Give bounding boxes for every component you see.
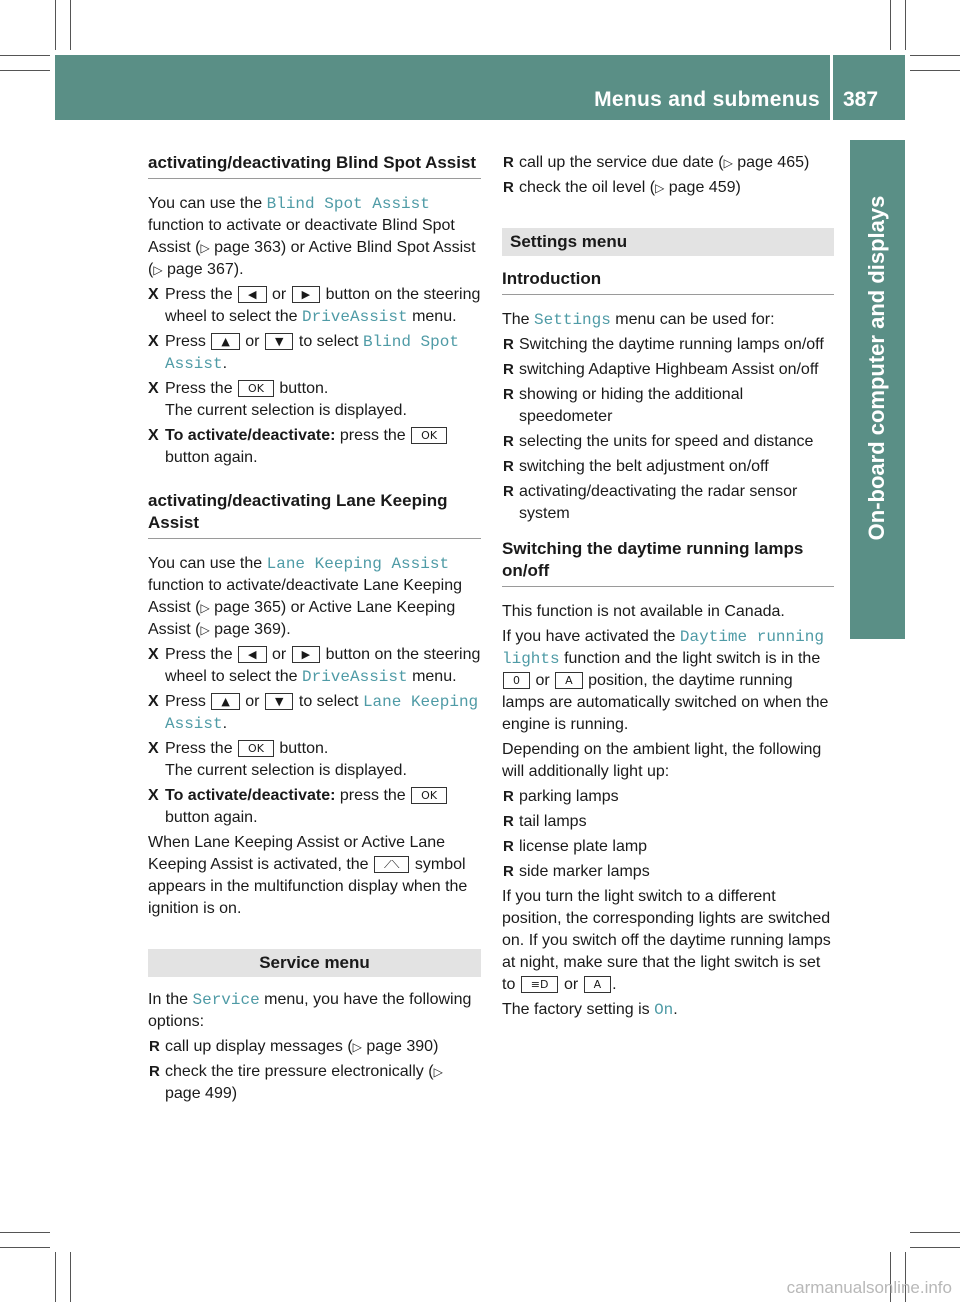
text: tail lamps (519, 813, 587, 830)
crop-mark (910, 1247, 960, 1248)
paragraph (148, 193, 481, 281)
text: If you turn the light switch to a different position, the corresponding lights are switched on. If you switch off the daytime running lamps at night, make sure that the light switch is set to (502, 888, 831, 993)
text: Press the (165, 646, 233, 663)
text: press the (339, 427, 406, 444)
step-icon: X (148, 740, 159, 757)
crop-mark (910, 70, 960, 71)
bullet-icon: R (149, 1063, 160, 1080)
list-item (502, 152, 834, 174)
text: call up the service due date ( (519, 154, 724, 171)
page-ref-icon: ▷ (433, 1065, 443, 1079)
list-item (502, 481, 834, 525)
paragraph (502, 999, 834, 1021)
crop-mark (0, 1232, 50, 1233)
text: . (673, 1001, 678, 1018)
bullet-icon: R (503, 433, 514, 450)
display-text: Lane Keeping Assist (165, 693, 479, 733)
text: activating/deactivating the radar sensor system (519, 483, 798, 522)
subsection-title: Switching the daytime running lamps on/off (502, 538, 834, 587)
bullet-icon: R (503, 863, 514, 880)
bullet-icon: R (503, 361, 514, 378)
text: If you have activated the (502, 628, 676, 645)
crop-mark (0, 55, 50, 56)
text: In the (148, 991, 189, 1008)
right-column (502, 152, 834, 1024)
crop-mark (910, 1232, 960, 1233)
step-icon: X (148, 646, 159, 663)
text: The factory setting is (502, 1001, 650, 1018)
chapter-marker (850, 595, 905, 639)
text: page 365) or Active Lane Keeping Assist ( (148, 599, 456, 638)
chapter-tab-label: On-board computer and displays (864, 195, 889, 541)
text: or (245, 693, 260, 710)
display-text: On (654, 1001, 674, 1019)
display-text: DriveAssist (301, 668, 408, 686)
crop-mark (905, 0, 906, 50)
text: Press the (165, 380, 233, 397)
list-item (502, 861, 834, 883)
text: or (535, 672, 550, 689)
list-item (502, 811, 834, 833)
list-item (502, 786, 834, 808)
crop-mark (70, 0, 71, 50)
text: button again. (165, 449, 258, 466)
list-item (148, 1036, 481, 1058)
up-arrow-icon: ▲ (211, 333, 239, 350)
bullet-icon: R (503, 458, 514, 475)
text: . (222, 715, 228, 732)
text: or (271, 286, 287, 303)
step (148, 284, 481, 328)
step (148, 644, 481, 688)
page-ref-icon: ▷ (200, 601, 210, 615)
text: symbol appears in the multifunction display when the ignition is on. (148, 856, 468, 917)
text: . (612, 976, 617, 993)
paragraph: This function is not available in Canada. (502, 603, 785, 620)
bullet-icon: R (503, 813, 514, 830)
left-arrow-icon: ◀ (238, 646, 266, 663)
crop-mark (70, 1252, 71, 1302)
crop-mark (0, 70, 50, 71)
page-ref-icon: ▷ (200, 623, 210, 637)
bullet-icon: R (503, 386, 514, 403)
text: Press the (165, 286, 233, 303)
text: parking lamps (519, 788, 619, 805)
text: page 499) (165, 1085, 238, 1102)
text: function and the light switch is in the (564, 650, 821, 667)
page-ref-icon: ▷ (153, 263, 163, 277)
section-title: Service menu (148, 949, 481, 977)
crop-mark (55, 0, 56, 50)
step-icon: X (148, 380, 159, 397)
watermark: carmanualsonline.info (786, 1278, 952, 1297)
text: check the oil level ( (519, 179, 656, 196)
text: The current selection is displayed. (165, 402, 407, 419)
text: press the (339, 787, 406, 804)
list-item (502, 177, 834, 199)
crop-mark (890, 0, 891, 50)
display-text: Lane Keeping Assist (266, 555, 450, 573)
text: side marker lamps (519, 863, 650, 880)
paragraph (502, 309, 834, 331)
text: function to activate or deactivate Blind Spot Assist ( (148, 217, 455, 256)
page-number: 387 (843, 88, 879, 111)
text: function to activate/deactivate Lane Keeping Assist ( (148, 577, 462, 616)
list-item (502, 836, 834, 858)
bullet-icon: R (503, 838, 514, 855)
text: page 459) (668, 179, 741, 196)
text: to select (298, 693, 359, 710)
subsection-title: Introduction (502, 268, 834, 295)
text: menu. (412, 668, 457, 685)
step (148, 425, 481, 469)
light-switch-auto-icon: A (555, 672, 583, 689)
ok-button-icon: OK (411, 787, 447, 804)
section-title: Settings menu (502, 228, 834, 256)
bullet-icon: R (503, 179, 514, 196)
text: The current selection is displayed. (165, 762, 407, 779)
text: You can use the (148, 195, 263, 212)
text: or (245, 333, 260, 350)
text: menu can be used for: (615, 311, 775, 328)
text: button on the steering wheel to select the (165, 286, 481, 325)
text: position, the daytime running lamps are automatically switched on when the engine is running. (502, 672, 829, 733)
display-text: DriveAssist (301, 308, 408, 326)
bullet-icon: R (149, 1038, 160, 1055)
list-item (502, 456, 834, 478)
paragraph (148, 832, 481, 920)
display-text: Daytime running lights (502, 628, 824, 668)
list-item (148, 1061, 481, 1105)
bold-text: To activate/deactivate: (165, 787, 336, 804)
text: selecting the units for speed and distance (519, 433, 814, 450)
right-arrow-icon: ▶ (292, 646, 320, 663)
paragraph (502, 626, 834, 736)
text: or (563, 976, 579, 993)
text: to select (298, 333, 359, 350)
list-item (502, 384, 834, 428)
text: You can use the (148, 555, 263, 572)
text: page 390) (366, 1038, 439, 1055)
step (148, 785, 481, 829)
light-switch-zero-icon: 0 (503, 672, 530, 689)
text: . (222, 355, 228, 372)
paragraph (148, 989, 481, 1033)
section-title: activating/deactivating Blind Spot Assist (148, 152, 481, 179)
text: check the tire pressure electronically ( (165, 1063, 434, 1080)
down-arrow-icon: ▼ (265, 693, 293, 710)
text: or (271, 646, 287, 663)
text: license plate lamp (519, 838, 648, 855)
step-icon: X (148, 286, 159, 303)
text: switching Adaptive Highbeam Assist on/off (519, 361, 819, 378)
bullet-icon: R (503, 788, 514, 805)
bold-text: To activate/deactivate: (165, 427, 336, 444)
list-item (502, 431, 834, 453)
display-text: Service (192, 991, 260, 1009)
down-arrow-icon: ▼ (265, 333, 293, 350)
text: Press the (165, 740, 233, 757)
text: Press (165, 693, 206, 710)
text: button. (279, 380, 329, 397)
display-text: Blind Spot Assist (266, 195, 430, 213)
text: page 465) (737, 154, 810, 171)
list-item (502, 359, 834, 381)
display-text: Settings (534, 311, 611, 329)
step (148, 331, 481, 375)
step-icon: X (148, 333, 159, 350)
text: showing or hiding the additional speedometer (519, 386, 744, 425)
lane-keeping-icon: ⟋⟍ (374, 856, 409, 873)
crop-mark (0, 1247, 50, 1248)
bullet-icon: R (503, 336, 514, 353)
right-arrow-icon: ▶ (292, 286, 320, 303)
display-text: Blind Spot Assist (165, 333, 459, 373)
text: menu. (412, 308, 457, 325)
crop-mark (55, 1252, 56, 1302)
page-ref-icon: ▷ (723, 156, 733, 170)
step (148, 738, 481, 782)
text: page 367). (167, 261, 244, 278)
text: button on the steering wheel to select the (165, 646, 481, 685)
paragraph: Depending on the ambient light, the following will additionally light up: (502, 741, 822, 780)
header-divider (830, 55, 833, 120)
bullet-icon: R (503, 483, 514, 500)
paragraph (502, 886, 834, 996)
ok-button-icon: OK (238, 380, 274, 397)
left-column (148, 152, 481, 1108)
text: page 363) or Active Blind Spot Assist ( (148, 239, 476, 278)
text: menu, you have the following options: (148, 991, 472, 1030)
text: button again. (165, 809, 258, 826)
page-ref-icon: ▷ (200, 241, 210, 255)
text: The (502, 311, 530, 328)
step (148, 691, 481, 735)
text: button. (279, 740, 329, 757)
step (148, 378, 481, 422)
low-beam-icon: ≡D (521, 976, 559, 993)
step-icon: X (148, 693, 159, 710)
left-arrow-icon: ◀ (238, 286, 266, 303)
paragraph (148, 553, 481, 641)
bullet-icon: R (503, 154, 514, 171)
section-title: activating/deactivating Lane Keeping Assist (148, 490, 481, 539)
list-item (502, 334, 834, 356)
step-icon: X (148, 427, 159, 444)
text: page 369). (214, 621, 291, 638)
crop-mark (910, 55, 960, 56)
up-arrow-icon: ▲ (211, 693, 239, 710)
text: When Lane Keeping Assist or Active Lane Keeping Assist is activated, the (148, 834, 446, 873)
text: Switching the daytime running lamps on/off (519, 336, 824, 353)
header-title: Menus and submenus (594, 88, 820, 111)
page-ref-icon: ▷ (352, 1040, 362, 1054)
ok-button-icon: OK (411, 427, 447, 444)
step-icon: X (148, 787, 159, 804)
text: Press (165, 333, 206, 350)
ok-button-icon: OK (238, 740, 274, 757)
text: call up display messages ( (165, 1038, 353, 1055)
text: switching the belt adjustment on/off (519, 458, 769, 475)
page-ref-icon: ▷ (655, 181, 665, 195)
light-switch-auto-icon: A (584, 976, 612, 993)
